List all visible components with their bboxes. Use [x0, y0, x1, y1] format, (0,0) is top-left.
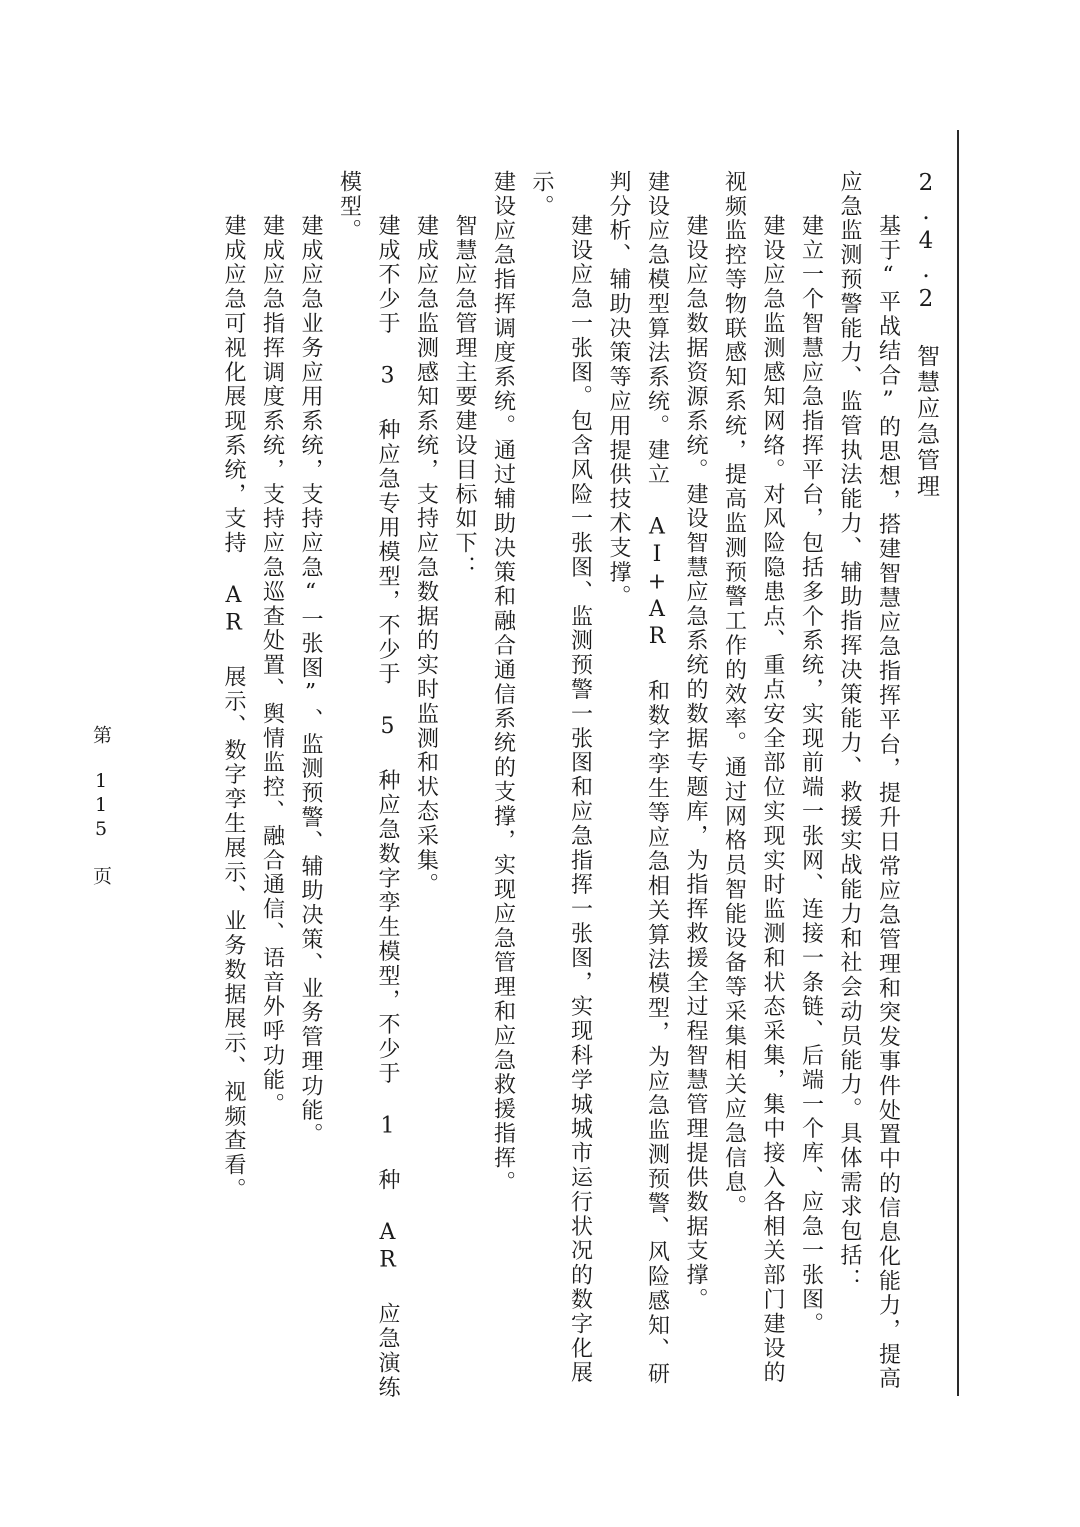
- header-rule: [957, 130, 959, 1396]
- goal-item: 建成不少于 3 种应急专用模型，不少于 5 种应急数字孪生模型，不少于 1 种 AR 应急演练模型。: [336, 170, 400, 1400]
- paragraph-dispatch-system: 建设应急指挥调度系统。通过辅助决策和融合通信系统的支撑，实现应急管理和应急救援指挥。: [490, 170, 516, 1195]
- section-heading: 2.4.2 智慧应急管理: [913, 170, 939, 500]
- paragraph-goals-intro: 智慧应急管理主要建设目标如下：: [452, 214, 477, 580]
- paragraph-data-resources: 建设应急数据资源系统。建设智慧应急系统的数据专题库，为指挥救援全过程智慧管理提供数据支撑。: [683, 214, 708, 1312]
- section-body: [214, 170, 946, 1400]
- paragraph-one-map: 建设应急一张图。包含风险一张图、监测预警一张图和应急指挥一张图，实现科学城城市运行状况的数字化展示。: [529, 170, 593, 1386]
- paragraph-platform: 建立一个智慧应急指挥平台，包括多个系统，实现前端一张网、连接一条链、后端一个库、应急一张图。: [798, 214, 824, 1337]
- paragraph-monitoring-network: 建设应急监测感知网络。对风险隐患点、重点安全部位实现实时监测和状态采集，集中接入各相关部门建设的视频监控等物联感知系统，提高监测预警工作的效率。通过网格员智能设备等采集相关应急信息。: [721, 170, 785, 1386]
- goal-item: 建成应急可视化展现系统，支持 AR 展示、数字孪生展示、业务数据展示、视频查看。: [221, 214, 246, 1202]
- goal-item: 建成应急监测感知系统，支持应急数据的实时监测和状态采集。: [413, 214, 439, 898]
- page-number: 第 115 页: [90, 725, 112, 887]
- goal-item: 建成应急指挥调度系统，支持应急巡查处置、舆情监控、融合通信、语音外呼功能。: [259, 214, 285, 1117]
- paragraph-model-algorithms: 建设应急模型算法系统。建立 AI+AR 和数字孪生等应急相关算法模型，为应急监测预警、风险感知、研判分析、辅助决策等应用提供技术支撑。: [606, 170, 670, 1387]
- paragraph-intro: 基于“平战结合”的思想，搭建智慧应急指挥平台，提升日常应急管理和突发事件处置中的信息化能力，提高应急监测预警能力、监管执法能力、辅助指挥决策能力、救援实战能力和社会动员能力。具体需求包括：: [837, 170, 901, 1392]
- goal-item: 建成应急业务应用系统，支持应急“一张图”、监测预警、辅助决策、业务管理功能。: [298, 214, 323, 1148]
